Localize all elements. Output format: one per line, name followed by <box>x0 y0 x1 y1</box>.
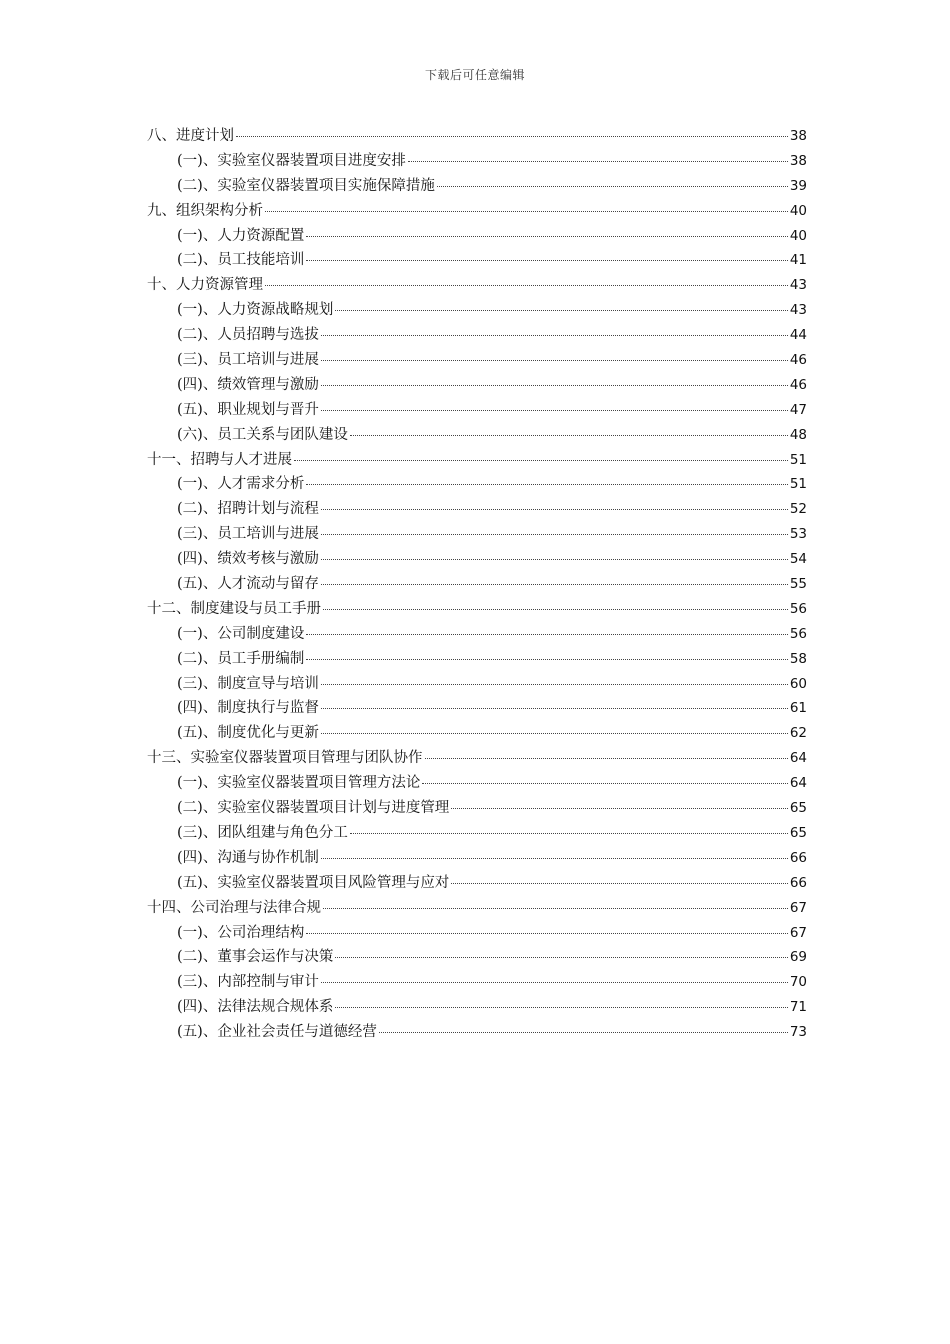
toc-section-entry[interactable] <box>147 995 807 1020</box>
toc-page-number: 53 <box>789 526 807 543</box>
toc-section-entry[interactable] <box>147 1020 807 1045</box>
toc-dot-leader <box>294 460 788 461</box>
toc-entry-title: (四)、绩效管理与激励 <box>177 376 319 393</box>
toc-section-entry[interactable] <box>147 398 807 423</box>
toc-entry-title: (二)、实验室仪器装置项目实施保障措施 <box>177 177 435 194</box>
toc-entry-title: (一)、实验室仪器装置项目管理方法论 <box>177 775 421 792</box>
toc-entry-title: (四)、绩效考核与激励 <box>177 551 319 568</box>
toc-section-entry[interactable] <box>147 323 807 348</box>
toc-entry-title: (一)、人力资源配置 <box>177 227 305 244</box>
toc-dot-leader <box>321 708 788 709</box>
toc-dot-leader <box>321 982 788 983</box>
toc-dot-leader <box>335 1007 787 1008</box>
toc-section-entry[interactable] <box>147 373 807 398</box>
toc-entry-title: (五)、制度优化与更新 <box>177 725 319 742</box>
toc-page-number: 70 <box>789 974 807 991</box>
toc-page-number: 51 <box>789 451 807 468</box>
toc-section-entry[interactable] <box>147 647 807 672</box>
toc-page-number: 44 <box>789 327 807 344</box>
toc-page-number: 64 <box>789 750 807 767</box>
toc-dot-leader <box>321 385 788 386</box>
toc-section-entry[interactable] <box>147 298 807 323</box>
toc-entry-title: (二)、员工手册编制 <box>177 650 305 667</box>
table-of-contents <box>147 124 807 1045</box>
toc-page-number: 47 <box>789 401 807 418</box>
toc-page-number: 56 <box>789 600 807 617</box>
toc-section-entry[interactable] <box>147 149 807 174</box>
toc-page-number: 67 <box>789 924 807 941</box>
toc-page-number: 58 <box>789 650 807 667</box>
toc-entry-title: (二)、董事会运作与决策 <box>177 949 334 966</box>
toc-section-entry[interactable] <box>147 522 807 547</box>
toc-chapter-entry[interactable] <box>147 448 807 473</box>
toc-page-number: 52 <box>789 501 807 518</box>
toc-entry-title: (四)、制度执行与监督 <box>177 700 319 717</box>
toc-chapter-entry[interactable] <box>147 273 807 298</box>
toc-page-number: 51 <box>789 476 807 493</box>
toc-entry-title: (三)、制度宣导与培训 <box>177 675 319 692</box>
toc-chapter-entry[interactable] <box>147 896 807 921</box>
toc-entry-title: (一)、人才需求分析 <box>177 476 305 493</box>
toc-entry-title: (二)、员工技能培训 <box>177 252 305 269</box>
page-header: 下载后可任意编辑 <box>424 68 525 82</box>
toc-page-number: 56 <box>789 625 807 642</box>
toc-entry-title: (四)、沟通与协作机制 <box>177 849 319 866</box>
toc-page-number: 66 <box>789 874 807 891</box>
toc-entry-title: (五)、职业规划与晋升 <box>177 401 319 418</box>
toc-dot-leader <box>321 509 788 510</box>
toc-dot-leader <box>408 161 788 162</box>
toc-dot-leader <box>350 833 788 834</box>
toc-entry-title: (六)、员工关系与团队建设 <box>177 426 348 443</box>
toc-dot-leader <box>306 260 787 261</box>
toc-entry-title: 十一、招聘与人才进展 <box>147 451 292 468</box>
toc-page-number: 41 <box>789 252 807 269</box>
toc-entry-title: 十、人力资源管理 <box>147 277 263 294</box>
toc-page-number: 38 <box>789 152 807 169</box>
toc-dot-leader <box>306 634 787 635</box>
toc-section-entry[interactable] <box>147 846 807 871</box>
toc-page-number: 60 <box>789 675 807 692</box>
toc-page-number: 48 <box>789 426 807 443</box>
toc-entry-title: (一)、公司治理结构 <box>177 924 305 941</box>
toc-chapter-entry[interactable] <box>147 124 807 149</box>
toc-entry-title: (三)、员工培训与进展 <box>177 352 319 369</box>
toc-section-entry[interactable] <box>147 672 807 697</box>
toc-dot-leader <box>321 858 788 859</box>
toc-section-entry[interactable] <box>147 721 807 746</box>
toc-entry-title: (五)、企业社会责任与道德经营 <box>177 1024 377 1041</box>
toc-dot-leader <box>306 933 787 934</box>
toc-entry-title: (五)、实验室仪器装置项目风险管理与应对 <box>177 874 450 891</box>
toc-page-number: 43 <box>789 277 807 294</box>
toc-page-number: 73 <box>789 1024 807 1041</box>
toc-dot-leader <box>425 758 788 759</box>
toc-dot-leader <box>379 1032 788 1033</box>
toc-page-number: 39 <box>789 177 807 194</box>
toc-section-entry[interactable] <box>147 970 807 995</box>
toc-entry-title: (四)、法律法规合规体系 <box>177 999 334 1016</box>
toc-page-number: 65 <box>789 824 807 841</box>
toc-entry-title: 十二、制度建设与员工手册 <box>147 600 321 617</box>
toc-dot-leader <box>265 211 788 212</box>
toc-section-entry[interactable] <box>147 796 807 821</box>
toc-dot-leader <box>422 783 788 784</box>
toc-section-entry[interactable] <box>147 472 807 497</box>
toc-dot-leader <box>306 484 787 485</box>
toc-dot-leader <box>265 285 788 286</box>
toc-dot-leader <box>335 957 787 958</box>
toc-entry-title: (一)、实验室仪器装置项目进度安排 <box>177 152 406 169</box>
toc-entry-title: (二)、实验室仪器装置项目计划与进度管理 <box>177 800 450 817</box>
toc-chapter-entry[interactable] <box>147 199 807 224</box>
toc-section-entry[interactable] <box>147 696 807 721</box>
toc-section-entry[interactable] <box>147 174 807 199</box>
toc-dot-leader <box>306 659 787 660</box>
toc-page-number: 46 <box>789 376 807 393</box>
toc-entry-title: (一)、人力资源战略规划 <box>177 302 334 319</box>
toc-section-entry[interactable] <box>147 921 807 946</box>
toc-section-entry[interactable] <box>147 821 807 846</box>
toc-page-number: 55 <box>789 576 807 593</box>
toc-entry-title: (三)、内部控制与审计 <box>177 974 319 991</box>
toc-dot-leader <box>321 584 788 585</box>
toc-section-entry[interactable] <box>147 248 807 273</box>
toc-section-entry[interactable] <box>147 348 807 373</box>
toc-page-number: 62 <box>789 725 807 742</box>
toc-entry-title: (二)、人员招聘与选拔 <box>177 327 319 344</box>
toc-dot-leader <box>321 410 788 411</box>
toc-page-number: 40 <box>789 202 807 219</box>
toc-page-number: 67 <box>789 899 807 916</box>
toc-section-entry[interactable] <box>147 622 807 647</box>
toc-entry-title: (三)、员工培训与进展 <box>177 526 319 543</box>
toc-dot-leader <box>306 236 787 237</box>
toc-chapter-entry[interactable] <box>147 746 807 771</box>
toc-entry-title: (二)、招聘计划与流程 <box>177 501 319 518</box>
toc-page-number: 66 <box>789 849 807 866</box>
toc-dot-leader <box>335 310 787 311</box>
toc-dot-leader <box>451 883 788 884</box>
toc-dot-leader <box>236 136 788 137</box>
toc-page-number: 46 <box>789 352 807 369</box>
toc-page-number: 69 <box>789 949 807 966</box>
toc-entry-title: 十三、实验室仪器装置项目管理与团队协作 <box>147 750 423 767</box>
toc-section-entry[interactable] <box>147 423 807 448</box>
toc-section-entry[interactable] <box>147 497 807 522</box>
toc-dot-leader <box>350 435 788 436</box>
toc-entry-title: (一)、公司制度建设 <box>177 625 305 642</box>
toc-section-entry[interactable] <box>147 945 807 970</box>
toc-entry-title: (三)、团队组建与角色分工 <box>177 824 348 841</box>
toc-entry-title: 八、进度计划 <box>147 128 234 144</box>
toc-dot-leader <box>321 733 788 734</box>
toc-entry-title: 九、组织架构分析 <box>147 202 263 219</box>
toc-chapter-entry[interactable] <box>147 597 807 622</box>
toc-section-entry[interactable] <box>147 871 807 896</box>
toc-dot-leader <box>321 360 788 361</box>
toc-page-number: 54 <box>789 551 807 568</box>
toc-section-entry[interactable] <box>147 547 807 572</box>
toc-dot-leader <box>323 908 788 909</box>
toc-dot-leader <box>321 534 788 535</box>
toc-page-number: 71 <box>789 999 807 1016</box>
toc-section-entry[interactable] <box>147 771 807 796</box>
toc-entry-title: (五)、人才流动与留存 <box>177 576 319 593</box>
toc-dot-leader <box>451 808 788 809</box>
toc-section-entry[interactable] <box>147 224 807 249</box>
toc-page-number: 65 <box>789 800 807 817</box>
toc-page-number: 38 <box>789 128 807 144</box>
toc-dot-leader <box>323 609 788 610</box>
toc-dot-leader <box>321 335 788 336</box>
toc-page-number: 64 <box>789 775 807 792</box>
toc-section-entry[interactable] <box>147 572 807 597</box>
toc-dot-leader <box>321 559 788 560</box>
toc-dot-leader <box>437 186 788 187</box>
toc-page-number: 43 <box>789 302 807 319</box>
toc-entry-title: 十四、公司治理与法律合规 <box>147 899 321 916</box>
toc-page-number: 61 <box>789 700 807 717</box>
toc-dot-leader <box>321 684 788 685</box>
toc-page-number: 40 <box>789 227 807 244</box>
